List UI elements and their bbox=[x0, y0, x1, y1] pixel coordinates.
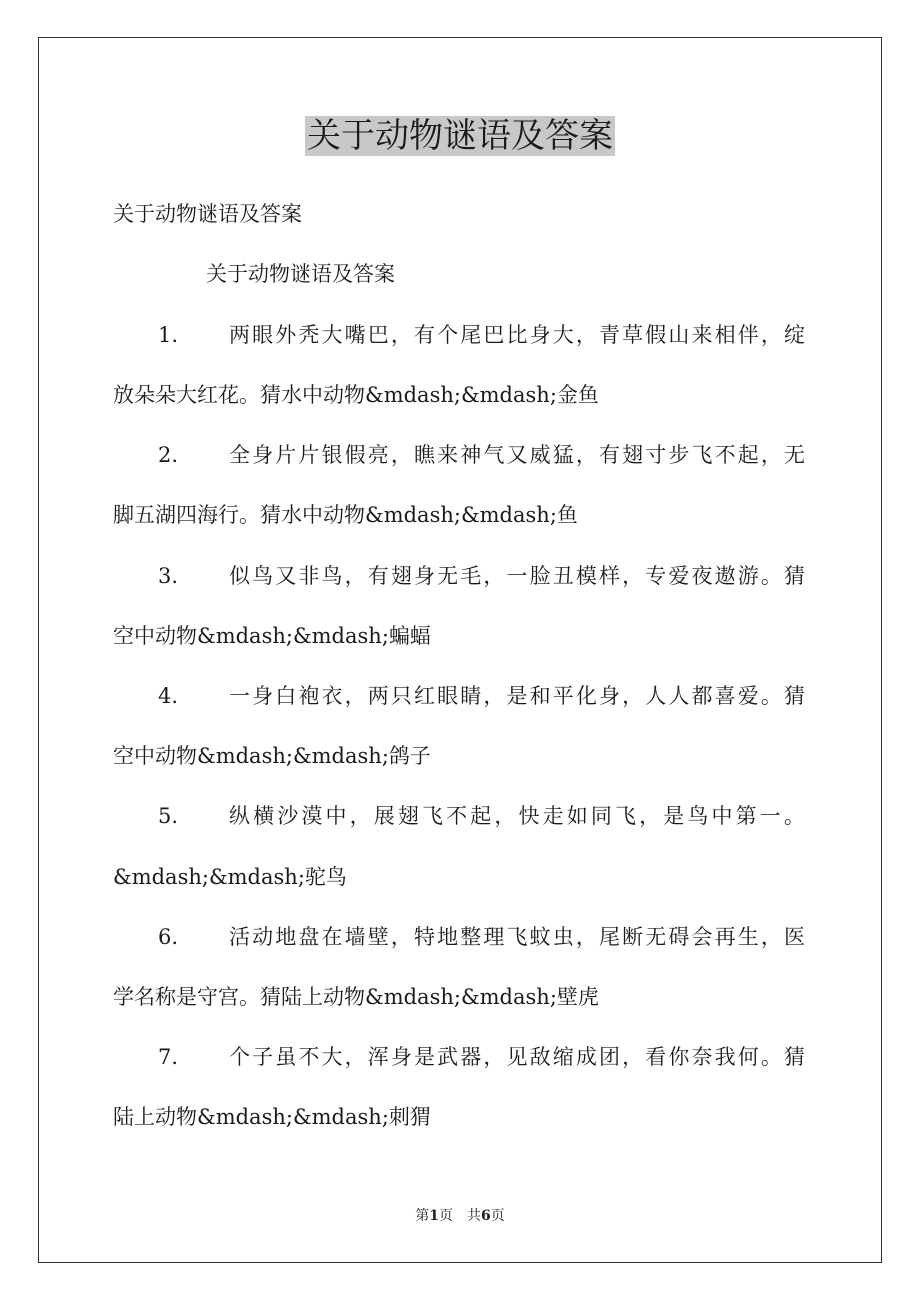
document-title-text: 关于动物谜语及答案 bbox=[307, 116, 613, 156]
item-number: 3. bbox=[158, 564, 179, 588]
footer-suffix: 页 bbox=[490, 1208, 505, 1224]
item-text-line1: 个 子 虽 不 大 ， 浑 身 是 武 器 ， 见 敌 缩 成 团 ， 看 你 奈 我 何 。 猜 bbox=[229, 1045, 805, 1069]
item-number: 5. bbox=[158, 804, 179, 828]
document-subtitle: 关于动物谜语及答案 bbox=[113, 202, 302, 226]
item-text-line2: 脚五湖四海行。猜水中动物&mdash;&mdash;鱼 bbox=[113, 503, 578, 527]
item-text-line2: 学名称是守宫。猜陆上动物&mdash;&mdash;壁虎 bbox=[113, 985, 599, 1009]
item-text-line2: &mdash;&mdash;驼鸟 bbox=[113, 865, 347, 889]
item-text-line1: 一 身 白 袍 衣 ， 两 只 红 眼 睛 ， 是 和 平 化 身 ， 人 人 都 喜 爱 。 猜 bbox=[229, 684, 805, 708]
footer-prefix: 第 bbox=[415, 1208, 430, 1224]
item-number: 2. bbox=[158, 443, 179, 467]
item-number: 4. bbox=[158, 684, 179, 708]
item-text-line1: 全 身 片 片 银 假 亮 ， 瞧 来 神 气 又 威 猛 ， 有 翅 寸 步 飞 不 起 ， 无 bbox=[229, 443, 805, 467]
footer-total-pages: 6 bbox=[481, 1208, 491, 1224]
footer-current-page: 1 bbox=[429, 1208, 439, 1224]
item-text-line1: 纵 横 沙 漠 中 ， 展 翅 飞 不 起 ， 快 走 如 同 飞 ， 是 鸟 中 第 一 。 bbox=[229, 804, 805, 828]
item-number: 7. bbox=[158, 1045, 179, 1069]
item-text-line1: 两 眼 外 秃 大 嘴 巴 ， 有 个 尾 巴 比 身 大 ， 青 草 假 山 来 相 伴 ， 绽 bbox=[229, 323, 805, 347]
item-text-line1: 活 动 地 盘 在 墙 壁 ， 特 地 整 理 飞 蚊 虫 ， 尾 断 无 碍 会 再 生 ， 医 bbox=[229, 925, 805, 949]
item-text-line2: 空中动物&mdash;&mdash;蝙蝠 bbox=[113, 624, 431, 648]
document-subtitle-indented: 关于动物谜语及答案 bbox=[206, 262, 395, 286]
item-text-line2: 放朵朵大红花。猜水中动物&mdash;&mdash;金鱼 bbox=[113, 383, 599, 407]
item-text-line1: 似 鸟 又 非 鸟 ， 有 翅 身 无 毛 ， 一 脸 丑 模 样 ， 专 爱 夜 遨 游 。 猜 bbox=[229, 564, 805, 588]
item-text-line2: 空中动物&mdash;&mdash;鸽子 bbox=[113, 744, 431, 768]
item-number: 6. bbox=[158, 925, 179, 949]
document-title bbox=[0, 112, 920, 160]
footer-mid: 页 共 bbox=[439, 1208, 481, 1224]
page-footer bbox=[0, 1206, 920, 1226]
item-text-line2: 陆上动物&mdash;&mdash;刺猬 bbox=[113, 1105, 431, 1129]
item-number: 1. bbox=[158, 323, 179, 347]
